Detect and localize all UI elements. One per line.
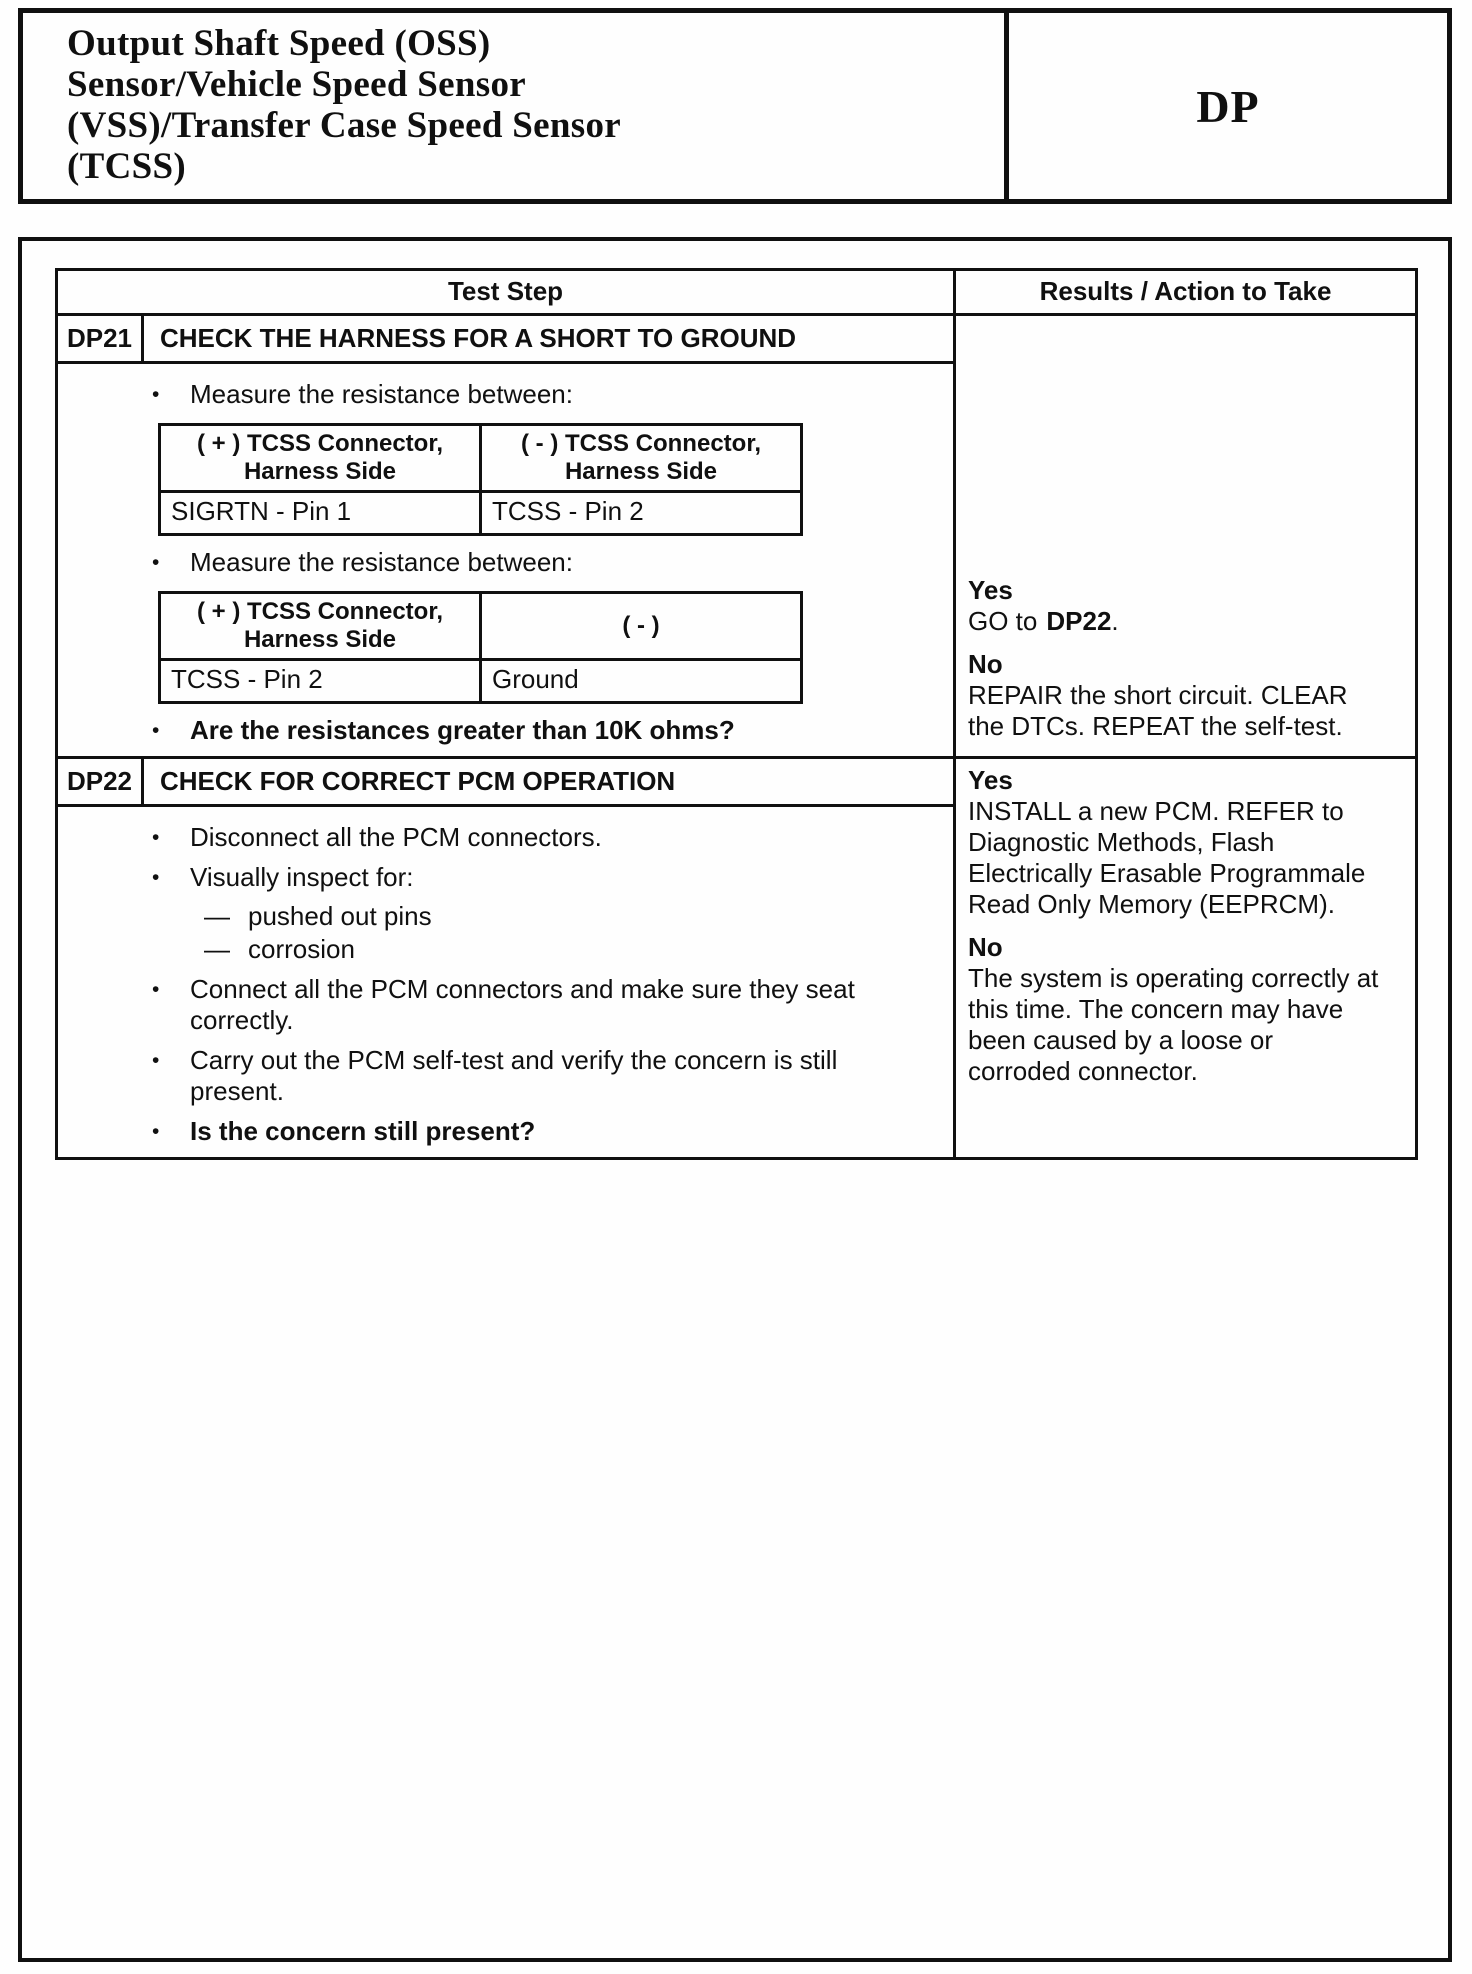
pinpoint-test-table	[55, 268, 1418, 1160]
sub-item-text: pushed out pins	[248, 901, 432, 931]
measurement-value-row	[160, 660, 802, 703]
instruction-text: Measure the resistance between:	[190, 547, 573, 577]
yes-action-suffix: .	[1111, 606, 1119, 636]
instruction-text: Carry out the PCM self-test and verify the concern is still present.	[190, 1045, 838, 1106]
content-frame	[18, 237, 1452, 1962]
bullet-item	[58, 862, 913, 893]
bullet-icon: •	[152, 551, 160, 574]
step-instructions	[58, 364, 953, 756]
bullet-item	[58, 822, 913, 853]
document-header	[18, 8, 1452, 204]
instruction-text: Disconnect all the PCM connectors.	[190, 822, 602, 852]
section-code: DP	[1196, 80, 1260, 132]
no-action: The system is operating correctly at this time. The concern may have been caused by a loose or corroded connector.	[968, 963, 1379, 1086]
bullet-icon: •	[152, 866, 160, 889]
measurement-positive-value: TCSS - Pin 2	[160, 660, 481, 703]
no-label: No	[968, 932, 1003, 962]
measurement-negative-value: TCSS - Pin 2	[481, 492, 802, 535]
bullet-item	[58, 547, 913, 578]
step-title: CHECK FOR CORRECT PCM OPERATION	[160, 766, 676, 796]
measurement-header-row	[160, 425, 802, 492]
results-cell-dp21	[955, 315, 1417, 758]
step-title: CHECK THE HARNESS FOR A SHORT TO GROUND	[160, 323, 797, 353]
dash-icon: —	[204, 901, 230, 931]
question-text: Are the resistances greater than 10K ohms?	[190, 715, 735, 745]
sub-item-text: corrosion	[248, 934, 355, 964]
measurement-positive-header: ( + ) TCSS Connector, Harness Side	[160, 593, 481, 660]
document-title-line: Sensor/Vehicle Speed Sensor	[67, 64, 526, 105]
instruction-text: Connect all the PCM connectors and make sure they seat correctly.	[190, 974, 855, 1035]
measurement-positive-header: ( + ) TCSS Connector, Harness Side	[160, 425, 481, 492]
goto-step-reference: DP22	[1046, 606, 1112, 636]
measurement-negative-header: ( - )	[481, 593, 802, 660]
step-id-badge: DP22	[58, 759, 144, 804]
test-step-row-dp22	[57, 758, 1417, 1159]
step-header	[58, 759, 953, 807]
question-item	[58, 715, 913, 746]
sub-list-item	[204, 934, 913, 965]
step-cell-dp21	[57, 315, 955, 758]
step-cell-dp22	[57, 758, 955, 1159]
table-header-row	[57, 270, 1417, 315]
measurement-table-1	[158, 423, 803, 536]
measurement-positive-value: SIGRTN - Pin 1	[160, 492, 481, 535]
dash-icon: —	[204, 934, 230, 964]
document-title-line: Output Shaft Speed (OSS)	[67, 23, 491, 64]
bullet-item	[58, 1045, 913, 1107]
bullet-icon: •	[152, 1120, 160, 1143]
no-action: REPAIR the short circuit. CLEAR the DTCs. REPEAT the self-test.	[968, 680, 1348, 741]
sub-list-item	[204, 901, 913, 932]
bullet-item	[58, 974, 913, 1036]
bullet-item	[58, 379, 913, 410]
results-column-header: Results / Action to Take	[955, 270, 1417, 315]
yes-action: INSTALL a new PCM. REFER to Diagnostic Methods, Flash Electrically Erasable Programmale Read Only Memory (EEPRCM).	[968, 796, 1366, 919]
measurement-value-row	[160, 492, 802, 535]
measurement-negative-header: ( - ) TCSS Connector, Harness Side	[481, 425, 802, 492]
step-id-badge: DP21	[58, 316, 144, 361]
step-instructions	[58, 807, 953, 1157]
measurement-header-row	[160, 593, 802, 660]
question-item	[58, 1116, 913, 1147]
step-header	[58, 316, 953, 364]
bullet-icon: •	[152, 978, 160, 1001]
bullet-icon: •	[152, 383, 160, 406]
document-title	[23, 13, 1009, 199]
yes-action	[968, 606, 1379, 637]
inspect-sublist	[58, 901, 913, 965]
instruction-text: Measure the resistance between:	[190, 379, 573, 409]
yes-action-text: GO to	[968, 606, 1038, 636]
question-text: Is the concern still present?	[190, 1116, 536, 1146]
measurement-negative-value: Ground	[481, 660, 802, 703]
test-step-column-header: Test Step	[57, 270, 955, 315]
instruction-text: Visually inspect for:	[190, 862, 414, 892]
yes-label: Yes	[968, 575, 1013, 605]
results-cell-dp22	[955, 758, 1417, 1159]
test-step-row-dp21	[57, 315, 1417, 758]
document-title-line: (VSS)/Transfer Case Speed Sensor	[67, 105, 621, 146]
bullet-icon: •	[152, 719, 160, 742]
bullet-icon: •	[152, 1049, 160, 1072]
bullet-icon: •	[152, 826, 160, 849]
measurement-table-2	[158, 591, 803, 704]
no-label: No	[968, 649, 1003, 679]
yes-label: Yes	[968, 765, 1013, 795]
document-title-line: (TCSS)	[67, 146, 186, 187]
